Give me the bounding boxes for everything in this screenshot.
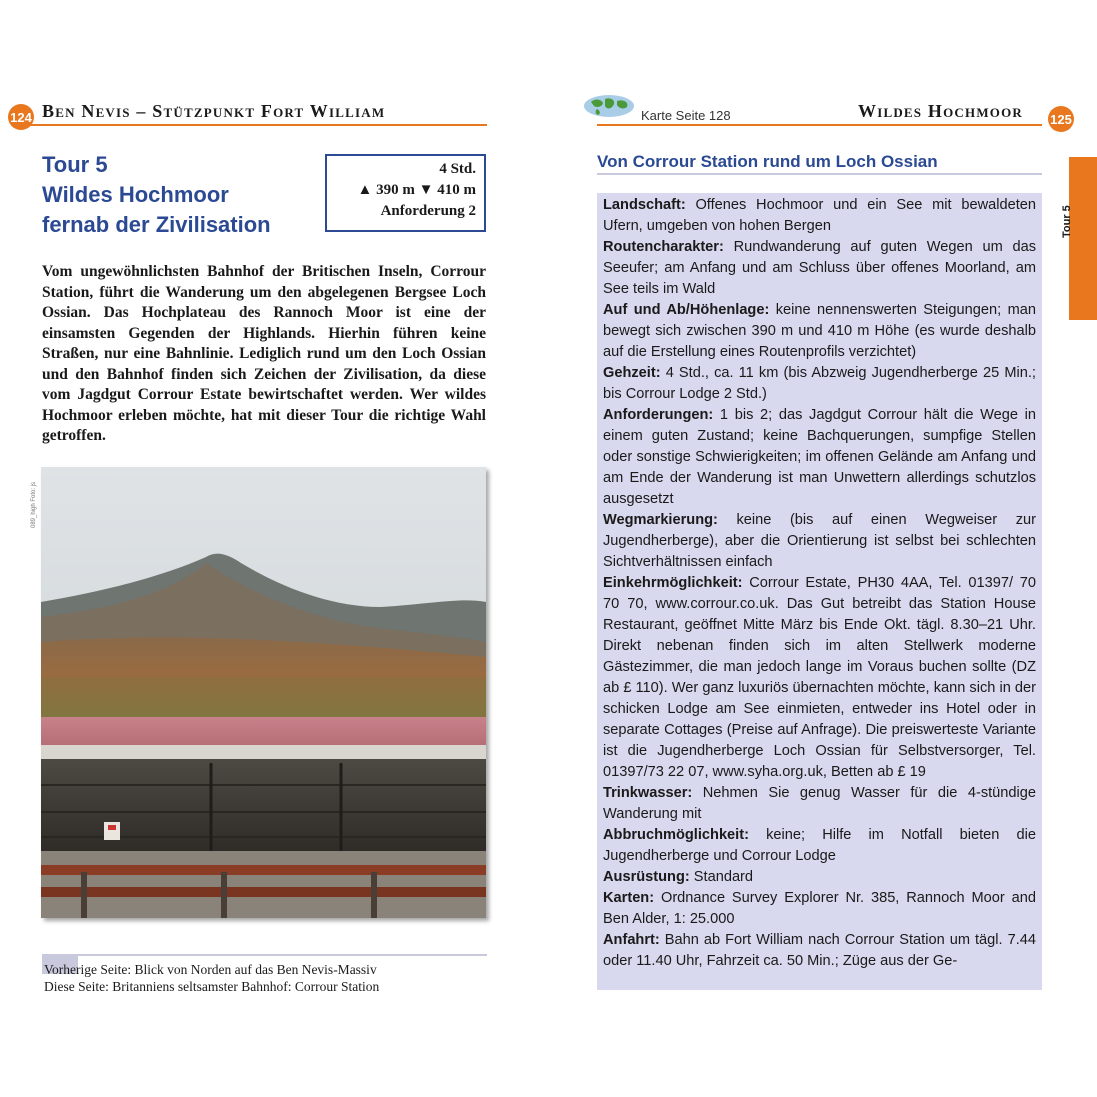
tour-stats-box <box>325 154 486 232</box>
tour-title-line1: Wildes Hochmoor <box>42 182 229 207</box>
info-text: Standard <box>689 869 754 885</box>
tour-tab-edge <box>1069 157 1071 320</box>
info-label: Anfahrt: <box>603 932 660 948</box>
duration: 4 Std. <box>439 161 476 177</box>
info-text: keine; Hilfe im Notfall bieten die Jugendherberge und Corrour Lodge <box>603 827 1036 864</box>
info-text: Offenes Hochmoor und ein See mit bewaldeten Ufern, umgeben von hohen Bergen <box>603 197 1036 234</box>
info-label: Wegmarkierung: <box>603 512 718 528</box>
info-text: Bahn ab Fort William nach Corrour Station um tägl. 7.44 oder 11.40 Uhr, Fahrzeit ca. 50 Min.; Züge aus der Ge- <box>603 932 1036 969</box>
caption-line1: Vorherige Seite: Blick von Norden auf das Ben Nevis-Massiv <box>44 962 377 977</box>
info-text: keine (bis auf einen Wegweiser zur Jugendherberge), aber die Orientierung ist selbst bei schlechten Sichtverhältnissen einfach <box>603 512 1036 570</box>
page-number-left: 124 <box>8 104 34 130</box>
info-label: Trinkwasser: <box>603 785 693 801</box>
section-title-rule <box>597 173 1042 175</box>
map-page-reference: Karte Seite 128 <box>641 108 731 123</box>
info-maps <box>603 888 1036 930</box>
info-label: Gehzeit: <box>603 365 661 381</box>
info-text: Nehmen Sie genug Wasser für die 4-stündige Wanderung mit <box>603 785 1036 822</box>
info-refreshments <box>603 573 1036 783</box>
info-arrival <box>603 930 1036 972</box>
info-label: Abbruchmöglichkeit: <box>603 827 749 843</box>
info-equipment <box>603 867 1036 888</box>
station-photo <box>41 467 486 918</box>
info-text: keine nennenswerten Steigungen; man bewegt sich zwischen 390 m und 410 m Höhe (es wurde deshalb auf die Erstellung eines Routenprofils verzichtet) <box>603 302 1036 360</box>
tour-title-line2: fernab der Zivilisation <box>42 212 271 237</box>
info-label: Karten: <box>603 890 655 906</box>
running-head-right: Wildes Hochmoor <box>858 101 1024 121</box>
photo-corrour-station <box>41 467 486 918</box>
info-box <box>597 193 1042 990</box>
info-walking-time <box>603 363 1036 405</box>
photo-credit: 089_high Foto: js <box>31 481 37 528</box>
info-label: Anforderungen: <box>603 407 714 423</box>
info-requirements <box>603 405 1036 510</box>
tour-title <box>42 150 322 240</box>
photo-caption <box>44 961 488 995</box>
header-rule-right <box>597 124 1042 126</box>
intro-text: Vom ungewöhnlichsten Bahnhof der Britischen Inseln, Corrour Station, führt die Wanderung um den abgelegenen Bergsee Loch Ossian. Das Hochplateau des Rannoch Moor ist eine der einsamsten Gegenden der Highlands. Hierhin führen keine Straßen, nur eine Bahnlinie. Lediglich rund um den Loch Ossian und den Bahnhof finden sich Zeichen der Zivilisation, da diese vom Jagdgut Corrour Estate bewirtschaftet werden. Wer wildes Hochmoor erleben möchte, hat mit dieser Tour die richtige Wahl getroffen. <box>42 263 486 444</box>
info-label: Ausrüstung: <box>603 869 690 885</box>
descent-value: 410 m <box>437 182 476 198</box>
info-elevation <box>603 300 1036 363</box>
info-label: Landschaft: <box>603 197 686 213</box>
info-abort-option <box>603 825 1036 867</box>
difficulty: Anforderung 2 <box>380 203 476 219</box>
info-text: 4 Std., ca. 11 km (bis Abzweig Jugendherberge 25 Min.; bis Corrour Lodge 2 Std.) <box>603 365 1036 402</box>
info-route-character <box>603 237 1036 300</box>
info-waymarking <box>603 510 1036 573</box>
globe-map-icon <box>583 94 635 123</box>
triangle-up-icon: ▲ <box>357 182 373 198</box>
header-rule-left <box>30 124 487 126</box>
info-label: Auf und Ab/Höhenlage: <box>603 302 770 318</box>
info-text: 1 bis 2; das Jagdgut Corrour hält die Wege in einem guten Zustand; keine Bachquerungen, sumpfige Stellen oder sonstige Schwierigkeiten; im offenen Gelände am Anfang und am Ende der Wanderung ist man Unwettern allerdings schutzlos ausgesetzt <box>603 407 1036 507</box>
info-label: Routencharakter: <box>603 239 724 255</box>
triangle-down-icon: ▼ <box>418 182 434 198</box>
tour-tab-label: Tour 5 <box>1061 205 1073 238</box>
section-title: Von Corrour Station rund um Loch Ossian <box>597 152 938 171</box>
caption-line2: Diese Seite: Britanniens seltsamster Bahnhof: Corrour Station <box>44 979 380 994</box>
ascent-value: 390 m <box>376 182 415 198</box>
page-number-right: 125 <box>1048 106 1074 132</box>
info-text: Rundwanderung auf guten Wegen um das Seeufer; am Anfang und am Schluss über offenes Moorland, am See teils im Wald <box>603 239 1036 297</box>
info-landscape <box>603 195 1036 237</box>
info-text: Ordnance Survey Explorer Nr. 385, Rannoch Moor and Ben Alder, 1: 25.000 <box>603 890 1036 927</box>
elevation-line <box>335 180 476 201</box>
caption-rule <box>42 954 487 956</box>
info-text: Corrour Estate, PH30 4AA, Tel. 01397/ 70 70 70, www.corrour.co.uk. Das Gut betreibt das Station House Restaurant, geöffnet Mitte März bis Ende Okt. tägl. 8.30–21 Uhr. Direkt nebenan finden sich im alten Stellwerk moderne Gästezimmer, die man jedoch lange im Voraus buchen sollte (DZ ab £ 110). Wer ganz luxuriös übernachten möchte, kann sich in der schicken Lodge am See einmieten, entweder ins Hotel oder in separate Cottages (Preise auf Anfrage). Die preiswerteste Variante ist die Jugendherberge Loch Ossian für Selbstversorger, Tel. 01397/73 22 07, www.syha.org.uk, Betten ab £ 19 <box>603 575 1036 780</box>
info-label: Einkehrmöglichkeit: <box>603 575 743 591</box>
tour-tab <box>1071 157 1097 320</box>
tour-label: Tour 5 <box>42 152 108 177</box>
info-drinking-water <box>603 783 1036 825</box>
running-head-left: Ben Nevis – Stützpunkt Fort William <box>42 101 386 121</box>
